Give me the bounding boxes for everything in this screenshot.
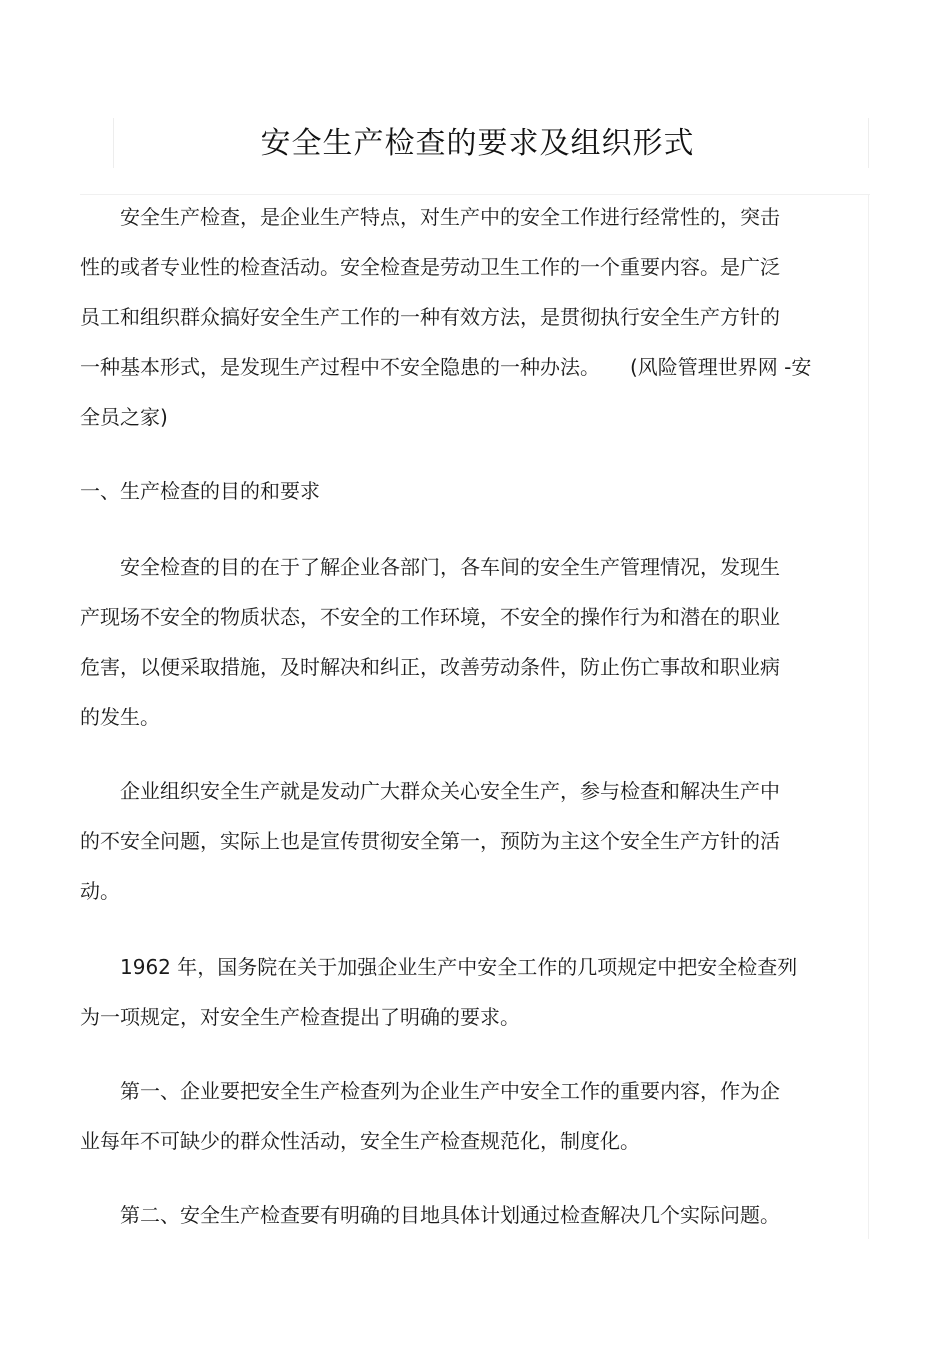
paragraph-line: 的发生。	[80, 705, 160, 729]
paragraph-line: 产现场不安全的物质状态，不安全的工作环境，不安全的操作行为和潜在的职业	[80, 605, 780, 629]
paragraph-intro	[80, 192, 870, 442]
paragraph-organization	[80, 766, 870, 916]
document-title: 安全生产检查的要求及组织形式	[260, 126, 695, 161]
section-heading	[80, 466, 870, 516]
paragraph-line: 员工和组织群众搞好安全生产工作的一种有效方法，是贯彻执行安全生产方针的	[80, 305, 780, 329]
paragraph-line: 业每年不可缺少的群众性活动，安全生产检查规范化，制度化。	[80, 1129, 640, 1153]
paragraph-line: 为一项规定，对安全生产检查提出了明确的要求。	[80, 1005, 520, 1029]
paragraph-line: 全员之家)	[80, 405, 168, 429]
paragraph-first	[80, 1066, 870, 1166]
paragraph-line: 第一、企业要把安全生产检查列为企业生产中安全工作的重要内容，作为企	[120, 1079, 780, 1103]
paragraph-line: 危害，以便采取措施，及时解决和纠正，改善劳动条件，防止伤亡事故和职业病	[80, 655, 780, 679]
paragraph-line: 动。	[80, 879, 120, 903]
paragraph-line: 第二、安全生产检查要有明确的目地具体计划通过检查解决几个实际问题。	[120, 1203, 780, 1227]
paragraph-line: 的不安全问题，实际上也是宣传贯彻安全第一，预防为主这个安全生产方针的活	[80, 829, 780, 853]
paragraph-purpose	[80, 542, 870, 742]
paragraph-line: 一种基本形式，是发现生产过程中不安全隐患的一种办法。 (风险管理世界网 -安	[80, 355, 812, 379]
paragraph-line: 企业组织安全生产就是发动广大群众关心安全生产，参与检查和解决生产中	[120, 779, 780, 803]
section-heading-text: 一、生产检查的目的和要求	[80, 479, 320, 503]
paragraph-line: 1962 年，国务院在关于加强企业生产中安全工作的几项规定中把安全检查列	[120, 955, 798, 979]
paragraph-second	[80, 1190, 870, 1240]
paragraph-1962	[80, 942, 870, 1042]
paragraph-line: 安全检查的目的在于了解企业各部门，各车间的安全生产管理情况，发现生	[120, 555, 780, 579]
paragraph-line: 安全生产检查，是企业生产特点，对生产中的安全工作进行经常性的，突击	[120, 205, 780, 229]
paragraph-line: 性的或者专业性的检查活动。安全检查是劳动卫生工作的一个重要内容。是广泛	[80, 255, 780, 279]
